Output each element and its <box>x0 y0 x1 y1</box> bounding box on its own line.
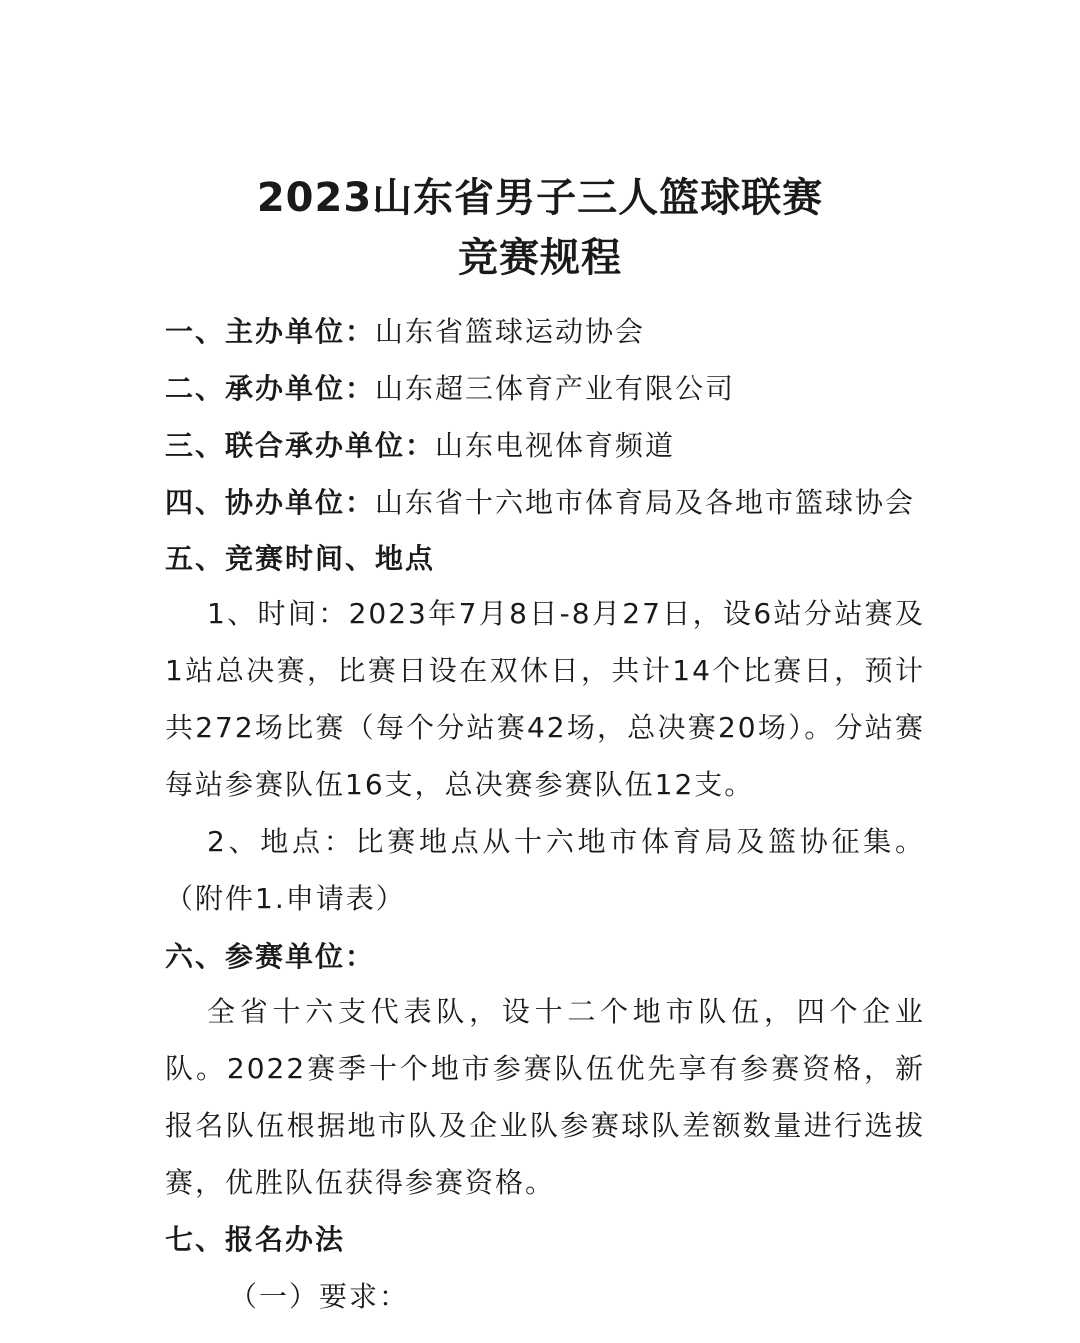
participants-paragraph: 全省十六支代表队，设十二个地市队伍，四个企业队。2022赛季十个地市参赛队伍优先享有参赛资格，新报名队伍根据地市队及企业队参赛球队差额数量进行选拔赛，优胜队伍获得参赛资格。 <box>165 995 925 1199</box>
section-heading: 一、主办单位： <box>165 315 376 348</box>
section-text: 山东超三体育产业有限公司 <box>375 372 736 405</box>
section-text: 山东电视体育频道 <box>435 429 676 462</box>
place-paragraph: 2、地点：比赛地点从十六地市体育局及篮协征集。（附件1.申请表） <box>165 825 925 915</box>
document-title: 2023山东省男子三人篮球联赛 <box>256 175 824 221</box>
section-heading: 四、协办单位： <box>165 486 376 519</box>
section-host <box>165 369 735 409</box>
section-registration-heading: 七、报名办法 <box>165 1223 346 1256</box>
section-time-place-heading: 五、竞赛时间、地点 <box>165 542 436 575</box>
section-participants-heading: 六、参赛单位： <box>165 940 376 973</box>
section-co-host <box>165 426 675 466</box>
document-subtitle: 竞赛规程 <box>458 235 622 281</box>
section-heading: 二、承办单位： <box>165 372 376 405</box>
time-paragraph: 1、时间：2023年7月8日-8月27日，设6站分站赛及1站总决赛，比赛日设在双休日，共计14个比赛日，预计共272场比赛（每个分站赛42场，总决赛20场）。分站赛每站参赛队伍16支，总决赛参赛队伍12支。 <box>165 597 925 801</box>
section-text: 山东省十六地市体育局及各地市篮球协会 <box>375 486 916 519</box>
section-organizer <box>165 312 645 352</box>
registration-requirements: （一）要求： <box>229 1280 410 1313</box>
section-text: 山东省篮球运动协会 <box>375 315 646 348</box>
section-heading: 三、联合承办单位： <box>165 429 436 462</box>
section-assisting <box>165 483 915 523</box>
